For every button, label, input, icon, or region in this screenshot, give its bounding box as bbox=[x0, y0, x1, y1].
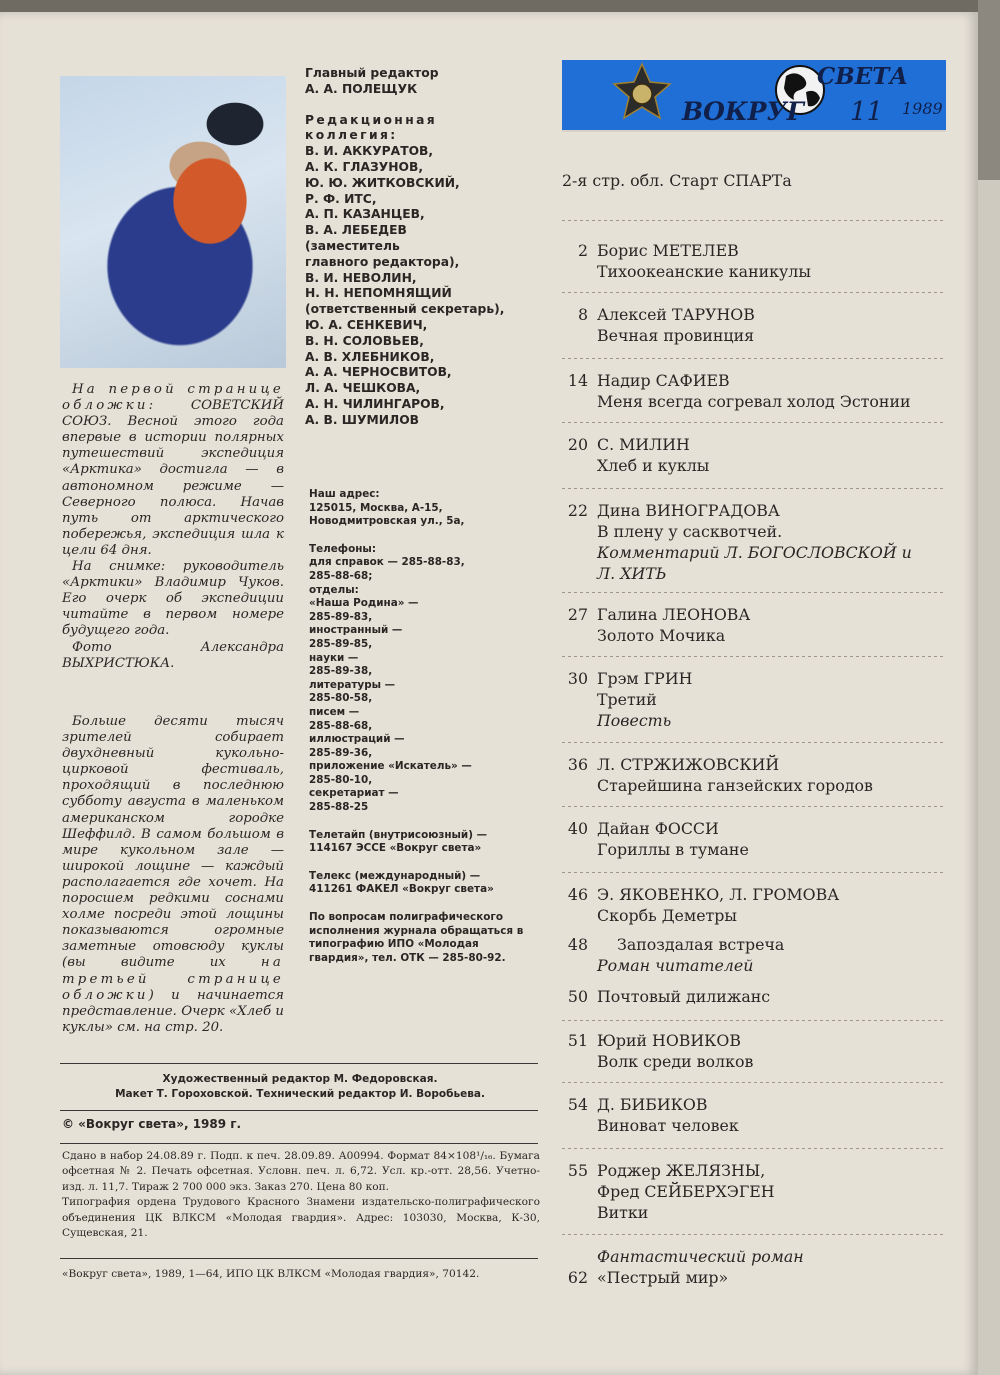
magazine-logo bbox=[562, 50, 946, 136]
board-member: А. А. ЧЕРНОСВИТОВ, bbox=[305, 365, 452, 380]
board-member: В. И. НЕВОЛИН, bbox=[305, 270, 417, 285]
back-caption-spaced: на третьей странице обложки bbox=[62, 955, 284, 1003]
toc-separator bbox=[562, 1082, 946, 1083]
divider bbox=[60, 1063, 538, 1064]
phone-line: 285-80-58, bbox=[309, 692, 373, 705]
back-caption-text: Больше десяти тысяч зрителей собирает двухдневный кукольно-цирковой фестиваль, проходящий в последнюю субботу августа в маленьком американском городке Шеффилд. В самом большом в мире кукольном зале — широкой лощине — каждый располагается где хочет. На поросшем редкими соснами холме посреди этой лощины показываются огромные заметные отовсюду куклы (вы видите их bbox=[62, 714, 284, 971]
phone-line: для справок — 285-88-83, bbox=[309, 556, 465, 569]
board-member: Л. А. ЧЕШКОВА, bbox=[305, 381, 421, 396]
back-cover-caption bbox=[62, 714, 284, 1036]
board-member: В. А. ЛЕБЕДЕВ bbox=[305, 223, 407, 238]
toc-page-number: 22 bbox=[567, 501, 588, 520]
toc-author: С. МИЛИН bbox=[597, 435, 690, 454]
telex-block bbox=[309, 870, 545, 897]
cover-caption bbox=[62, 382, 284, 672]
phone-line: секретариат — bbox=[309, 787, 399, 800]
toc-author: Запоздалая встреча bbox=[617, 935, 785, 954]
toc-title: Витки bbox=[597, 1203, 649, 1222]
toc-page-number: 2 bbox=[577, 241, 588, 260]
phone-line: 285-89-85, bbox=[309, 637, 373, 650]
phone-line: 285-89-83, bbox=[309, 610, 373, 623]
print-contact-block bbox=[309, 911, 545, 965]
background-edge bbox=[978, 0, 1000, 180]
board-member: главного редактора), bbox=[305, 254, 460, 269]
toc-author: «Пестрый мир» bbox=[597, 1268, 729, 1287]
board-label-2: коллегия: bbox=[305, 128, 398, 143]
phone-line: науки — bbox=[309, 651, 359, 664]
divider bbox=[60, 1258, 538, 1259]
toc-title: Меня всегда согревал холод Эстонии bbox=[597, 392, 911, 411]
board-member: В. И. АККУРАТОВ, bbox=[305, 144, 434, 159]
toc-page-number: 36 bbox=[567, 755, 588, 774]
toc-separator bbox=[562, 358, 946, 359]
toc-author: Д. БИБИКОВ bbox=[597, 1095, 708, 1114]
phone-line: 285-89-36, bbox=[309, 746, 373, 759]
phone-line: 285-89-38, bbox=[309, 665, 373, 678]
phone-line: «Наша Родина» — bbox=[309, 597, 419, 610]
toc-author: Роджер ЖЕЛЯЗНЫ, bbox=[597, 1161, 766, 1180]
toc-page-number: 40 bbox=[567, 819, 588, 838]
toc-author: Надир САФИЕВ bbox=[597, 371, 730, 390]
logo-word-vokrug: ВОКРУГ bbox=[682, 97, 804, 126]
imprint-text: Сдано в набор 24.08.89 г. Подп. к печ. 28.09.89. А00994. Формат 84×108¹/₁₆. Бумага офсетная № 2. Печать офсетная. Условн. печ. л. 6,72. Усл. кр.-отт. 28,56. Учетно-изд. л. 11,7. Тираж 2 700 000 экз. Заказ 270. Цена 80 коп. bbox=[62, 1150, 540, 1193]
toc-separator bbox=[562, 1148, 946, 1149]
toc-note: Комментарий Л. БОГОСЛОВСКОЙ и bbox=[597, 543, 912, 562]
toc-separator bbox=[562, 1020, 946, 1021]
toc-page-number: 51 bbox=[567, 1031, 588, 1050]
toc-page-number: 54 bbox=[567, 1095, 588, 1114]
print-contact-line: По вопросам полиграфического bbox=[309, 911, 503, 924]
phone-line: приложение «Искатель» — bbox=[309, 760, 472, 773]
toc-separator bbox=[562, 488, 946, 489]
toc-page-number: 30 bbox=[567, 669, 588, 688]
board-member: Р. Ф. ИТС, bbox=[305, 191, 377, 206]
print-contact-line: гвардия», тел. ОТК — 285-80-92. bbox=[309, 951, 506, 964]
toc-separator bbox=[562, 422, 946, 423]
phones-block bbox=[309, 543, 545, 815]
toc-separator bbox=[562, 1234, 946, 1235]
toc-title: Гориллы в тумане bbox=[597, 840, 749, 859]
imprint bbox=[62, 1149, 540, 1241]
board-member: Ю. А. СЕНКЕВИЧ, bbox=[305, 317, 428, 332]
toc-title: Виноват человек bbox=[597, 1116, 739, 1135]
toc-author: Фред СЕЙБЕРХЭГЕН bbox=[597, 1182, 775, 1201]
board-member: А. Н. ЧИЛИНГАРОВ, bbox=[305, 396, 445, 411]
toc-page-number: 55 bbox=[567, 1161, 588, 1180]
phone-line: 285-80-10, bbox=[309, 773, 373, 786]
toc-separator bbox=[562, 656, 946, 657]
editor-name: А. А. ПОЛЕЩУК bbox=[305, 81, 418, 96]
address-line: Новодмитровская ул., 5а, bbox=[309, 515, 465, 528]
toc-page-number: 14 bbox=[567, 371, 588, 390]
board-member: В. Н. СОЛОВЬЕВ, bbox=[305, 333, 424, 348]
divider bbox=[60, 1110, 538, 1111]
layout-credit: Макет Т. Гороховской. Технический редактор И. Воробьева. bbox=[115, 1088, 485, 1100]
toc-page-number: 62 bbox=[567, 1268, 588, 1287]
phone-line: отделы: bbox=[309, 583, 359, 596]
board-member: А. П. КАЗАНЦЕВ, bbox=[305, 207, 425, 222]
toc-separator bbox=[562, 806, 946, 807]
toc-separator bbox=[562, 220, 946, 221]
next-page-edge bbox=[978, 180, 1000, 1375]
board-member: Ю. Ю. ЖИТКОВСКИЙ, bbox=[305, 175, 460, 190]
toc-series-note: Фантастический роман bbox=[597, 1247, 804, 1266]
board-member: Н. Н. НЕПОМНЯЩИЙ bbox=[305, 286, 452, 301]
phone-line: иллюстраций — bbox=[309, 733, 405, 746]
toc-cover2: 2-я стр. обл. Старт СПАРТа bbox=[562, 171, 792, 190]
cover-caption-name: СОВЕТСКИЙ СОЮЗ. bbox=[62, 398, 284, 430]
toc-title: Вечная провинция bbox=[597, 326, 755, 345]
telex-line: Телекс (международный) — bbox=[309, 869, 481, 882]
toc-title: Хлеб и куклы bbox=[597, 456, 710, 475]
toc-author: Галина ЛЕОНОВА bbox=[597, 605, 751, 624]
toc-page-number: 8 bbox=[577, 305, 588, 324]
cover-photo-note: На снимке: руководитель «Арктики» Владимир Чуков. Его очерк об экспедиции читайте в первом номере будущего года. bbox=[62, 559, 284, 639]
cover-caption-lead: На первой странице обложки: bbox=[62, 382, 284, 414]
phone-line: иностранный — bbox=[309, 624, 403, 637]
board-members bbox=[305, 144, 545, 428]
teletype-block bbox=[309, 829, 545, 856]
teletype-line: Телетайп (внутрисоюзный) — bbox=[309, 828, 487, 841]
editor-label: Главный редактор bbox=[305, 66, 439, 80]
toc-separator bbox=[562, 592, 946, 593]
toc-title: Золото Мочика bbox=[597, 626, 726, 645]
toc-note: Л. ХИТЬ bbox=[597, 564, 667, 583]
toc-page-number: 48 bbox=[567, 935, 588, 954]
toc-author: Э. ЯКОВЕНКО, Л. ГРОМОВА bbox=[597, 885, 840, 904]
board-member: А. В. ХЛЕБНИКОВ, bbox=[305, 349, 435, 364]
phone-line: 285-88-25 bbox=[309, 801, 369, 814]
cover-caption-text: Весной этого года впервые в истории полярных путешествий экспедиция «Арктика» достигла — в автономном режиме — Северного полюса. Начав путь от арктического побережья, экспедиция шла к цели 64 дня. bbox=[62, 414, 284, 558]
toc-page-number: 27 bbox=[567, 605, 588, 624]
board-member: (ответственный секретарь), bbox=[305, 302, 505, 317]
toc-author: Юрий НОВИКОВ bbox=[597, 1031, 741, 1050]
cover-photo-credit: Фото Александра ВЫХРИСТЮКА. bbox=[62, 639, 284, 671]
toc-separator bbox=[562, 872, 946, 873]
toc-author: Алексей ТАРУНОВ bbox=[597, 305, 755, 324]
contacts bbox=[309, 488, 545, 965]
telex-line: 411261 ФАКЕЛ «Вокруг света» bbox=[309, 883, 494, 896]
toc-author: Дина ВИНОГРАДОВА bbox=[597, 501, 780, 520]
phone-line: Телефоны: bbox=[309, 542, 376, 555]
toc-separator bbox=[562, 292, 946, 293]
editorial-board bbox=[305, 66, 545, 429]
back-caption-end: ) и начинается представление. Очерк «Хлеб и куклы» см. на стр. 20. bbox=[62, 987, 284, 1035]
toc-separator bbox=[562, 742, 946, 743]
toc-title: Старейшина ганзейских городов bbox=[597, 776, 873, 795]
teletype-line: 114167 ЭССЕ «Вокруг света» bbox=[309, 842, 482, 855]
print-contact-line: исполнения журнала обращаться в bbox=[309, 924, 524, 937]
phone-line: писем — bbox=[309, 705, 360, 718]
toc-title: Скорбь Деметры bbox=[597, 906, 737, 925]
toc-title: В плену у сасквотчей. bbox=[597, 522, 783, 541]
issue-year: 1989 bbox=[902, 99, 943, 118]
copyright: © «Вокруг света», 1989 г. bbox=[62, 1117, 242, 1131]
toc-page-number: 46 bbox=[567, 885, 588, 904]
art-editor-credit: Художественный редактор М. Федоровская. bbox=[162, 1073, 438, 1085]
toc-author: Грэм ГРИН bbox=[597, 669, 693, 688]
toc-page-number: 50 bbox=[567, 987, 588, 1006]
phone-line: 285-88-68; bbox=[309, 569, 373, 582]
divider bbox=[60, 1143, 538, 1144]
toc-author: Почтовый дилижанс bbox=[597, 987, 771, 1006]
address-line: 125015, Москва, А-15, bbox=[309, 501, 443, 514]
toc-page-number: 20 bbox=[567, 435, 588, 454]
toc-note: Повесть bbox=[597, 711, 672, 730]
issue-number: 11 bbox=[850, 97, 884, 127]
address-line: Наш адрес: bbox=[309, 488, 380, 500]
imprint-footer: «Вокруг света», 1989, 1—64, ИПО ЦК ВЛКСМ «Молодая гвардия», 70142. bbox=[62, 1268, 480, 1280]
cover-photo-polar-explorer bbox=[60, 76, 286, 368]
board-member: А. К. ГЛАЗУНОВ, bbox=[305, 159, 424, 174]
board-label: Редакционная bbox=[305, 112, 438, 127]
toc-author: Л. СТРЖИЖОВСКИЙ bbox=[597, 755, 780, 774]
toc-author: Борис МЕТЕЛЕВ bbox=[597, 241, 739, 260]
toc-note: Роман читателей bbox=[597, 956, 754, 975]
imprint-printer: Типография ордена Трудового Красного Знамени издательско-полиграфического объединения ЦК ВЛКСМ «Молодая гвардия». Адрес: 103030, Москва, К-30, Сущевская, 21. bbox=[62, 1196, 540, 1240]
print-contact-line: типографию ИПО «Молодая bbox=[309, 938, 479, 951]
toc-title: Третий bbox=[597, 690, 657, 709]
logo-word-sveta: СВЕТА bbox=[817, 63, 909, 90]
board-member: (заместитель bbox=[305, 238, 400, 253]
toc-title: Волк среди волков bbox=[597, 1052, 754, 1071]
phone-line: 285-88-68, bbox=[309, 719, 373, 732]
toc-title: Тихоокеанские каникулы bbox=[597, 262, 811, 281]
address-block bbox=[309, 488, 545, 529]
board-member: А. В. ШУМИЛОВ bbox=[305, 412, 420, 427]
toc-author: Дайан ФОССИ bbox=[597, 819, 719, 838]
phone-line: литературы — bbox=[309, 678, 396, 691]
